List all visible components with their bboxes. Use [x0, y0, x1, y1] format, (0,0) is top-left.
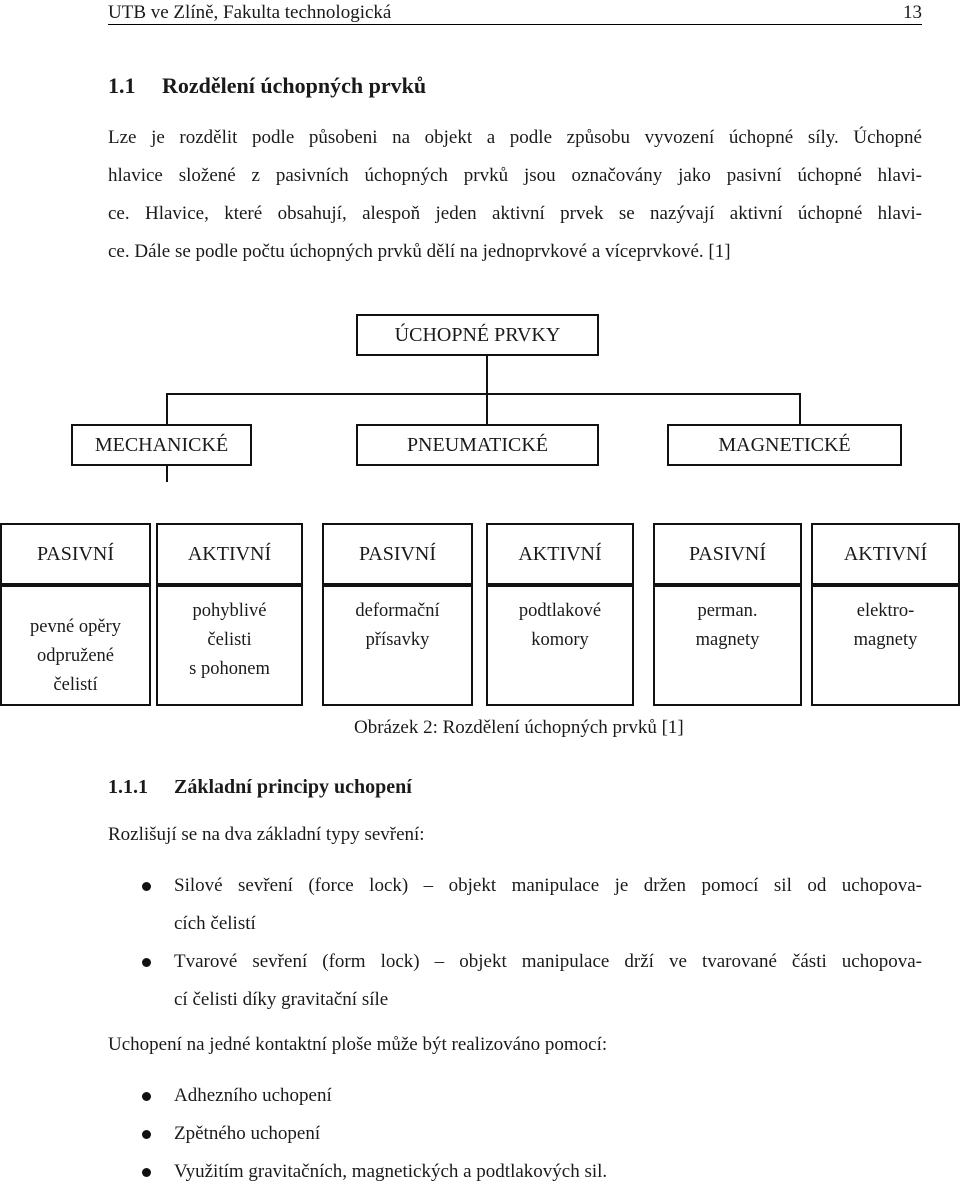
intro-paragraph	[108, 119, 922, 271]
section-heading	[108, 73, 426, 99]
example-mechanical-passive	[0, 585, 151, 706]
list-item-line: cích čelistí	[174, 913, 256, 934]
bullet-icon	[142, 1130, 151, 1139]
intro-line: Lze je rozdělit podle působeni na objekt a podle způsobu vyvození úchopné síly. Úchopné	[108, 127, 922, 148]
example-line: komory	[531, 630, 589, 650]
example-line: deformační	[355, 601, 440, 621]
example-line: čelisti	[207, 630, 252, 650]
figure-caption: Obrázek 2: Rozdělení úchopných prvků [1]	[354, 717, 684, 738]
list-item-text: Využitím gravitačních, magnetických a podtlakových sil.	[174, 1161, 608, 1182]
type-passive: PASIVNÍ	[0, 523, 151, 585]
type-passive: PASIVNÍ	[322, 523, 473, 585]
list-item	[108, 1115, 922, 1153]
connector-line	[166, 466, 168, 482]
grip-intro: Rozlišují se na dva základní typy sevření:	[108, 824, 425, 845]
contact-intro: Uchopení na jedné kontaktní ploše může být realizováno pomocí:	[108, 1034, 608, 1055]
example-magnetic-active	[811, 585, 960, 706]
bullet-icon	[142, 958, 151, 967]
example-line: přísavky	[365, 630, 430, 650]
example-line: magnety	[853, 630, 918, 650]
list-item-line: Silové sevření (force lock) – objekt manipulace je držen pomocí sil od uchopova-	[174, 875, 922, 896]
type-active: AKTIVNÍ	[811, 523, 960, 585]
category-magnetic: MAGNETICKÉ	[667, 424, 902, 466]
example-magnetic-passive	[653, 585, 802, 706]
list-item	[108, 867, 922, 943]
example-line: odpružené	[36, 646, 115, 666]
connector-line	[486, 356, 488, 394]
list-item	[108, 1077, 922, 1115]
connector-line	[799, 393, 801, 425]
page-number: 13	[903, 2, 922, 23]
example-line: pevné opěry	[30, 617, 121, 637]
example-line: pohyblivé	[192, 601, 267, 621]
list-item	[108, 1153, 922, 1187]
type-active: AKTIVNÍ	[486, 523, 634, 585]
diagram-root: ÚCHOPNÉ PRVKY	[356, 314, 599, 356]
example-line: perman.	[697, 601, 758, 621]
bullet-icon	[142, 1168, 151, 1177]
list-item-line: Tvarové sevření (form lock) – objekt manipulace drží ve tvarované části uchopova-	[174, 951, 922, 972]
intro-line: ce. Dále se podle počtu úchopných prvků dělí na jednoprvkové a víceprvkové. [1]	[108, 241, 731, 262]
connector-line	[166, 393, 800, 395]
contact-methods-list	[108, 1077, 922, 1187]
example-line: elektro-	[856, 601, 915, 621]
list-item-text: Adhezního uchopení	[174, 1085, 332, 1106]
intro-line: hlavice složené z pasivních úchopných prvků jsou označovány jako pasivní úchopné hlavi-	[108, 165, 922, 186]
example-line: podtlakové	[518, 601, 602, 621]
bullet-icon	[142, 1092, 151, 1101]
bullet-icon	[142, 882, 151, 891]
list-item	[108, 943, 922, 1019]
subsection-number: 1.1.1	[108, 776, 148, 798]
header-title: UTB ve Zlíně, Fakulta technologická	[108, 2, 392, 23]
example-line: magnety	[695, 630, 760, 650]
section-title: Rozdělení úchopných prvků	[162, 73, 427, 98]
grip-types-list	[108, 867, 922, 1019]
list-item-text: Zpětného uchopení	[174, 1123, 321, 1144]
type-active: AKTIVNÍ	[156, 523, 303, 585]
subsection-title: Základní principy uchopení	[174, 776, 412, 798]
connector-line	[486, 393, 488, 425]
section-number: 1.1	[108, 73, 136, 98]
example-pneumatic-active	[486, 585, 634, 706]
example-line: čelistí	[53, 675, 98, 695]
example-mechanical-active	[156, 585, 303, 706]
list-item-line: cí čelisti díky gravitační síle	[174, 989, 389, 1010]
type-passive: PASIVNÍ	[653, 523, 802, 585]
example-pneumatic-passive	[322, 585, 473, 706]
subsection-heading	[108, 776, 412, 799]
category-pneumatic: PNEUMATICKÉ	[356, 424, 599, 466]
page-header	[108, 0, 922, 25]
example-line: s pohonem	[189, 659, 270, 679]
connector-line	[166, 393, 168, 425]
intro-line: ce. Hlavice, které obsahují, alespoň jeden aktivní prvek se nazývají aktivní úchopné hlavi-	[108, 203, 922, 224]
category-mechanical: MECHANICKÉ	[71, 424, 252, 466]
